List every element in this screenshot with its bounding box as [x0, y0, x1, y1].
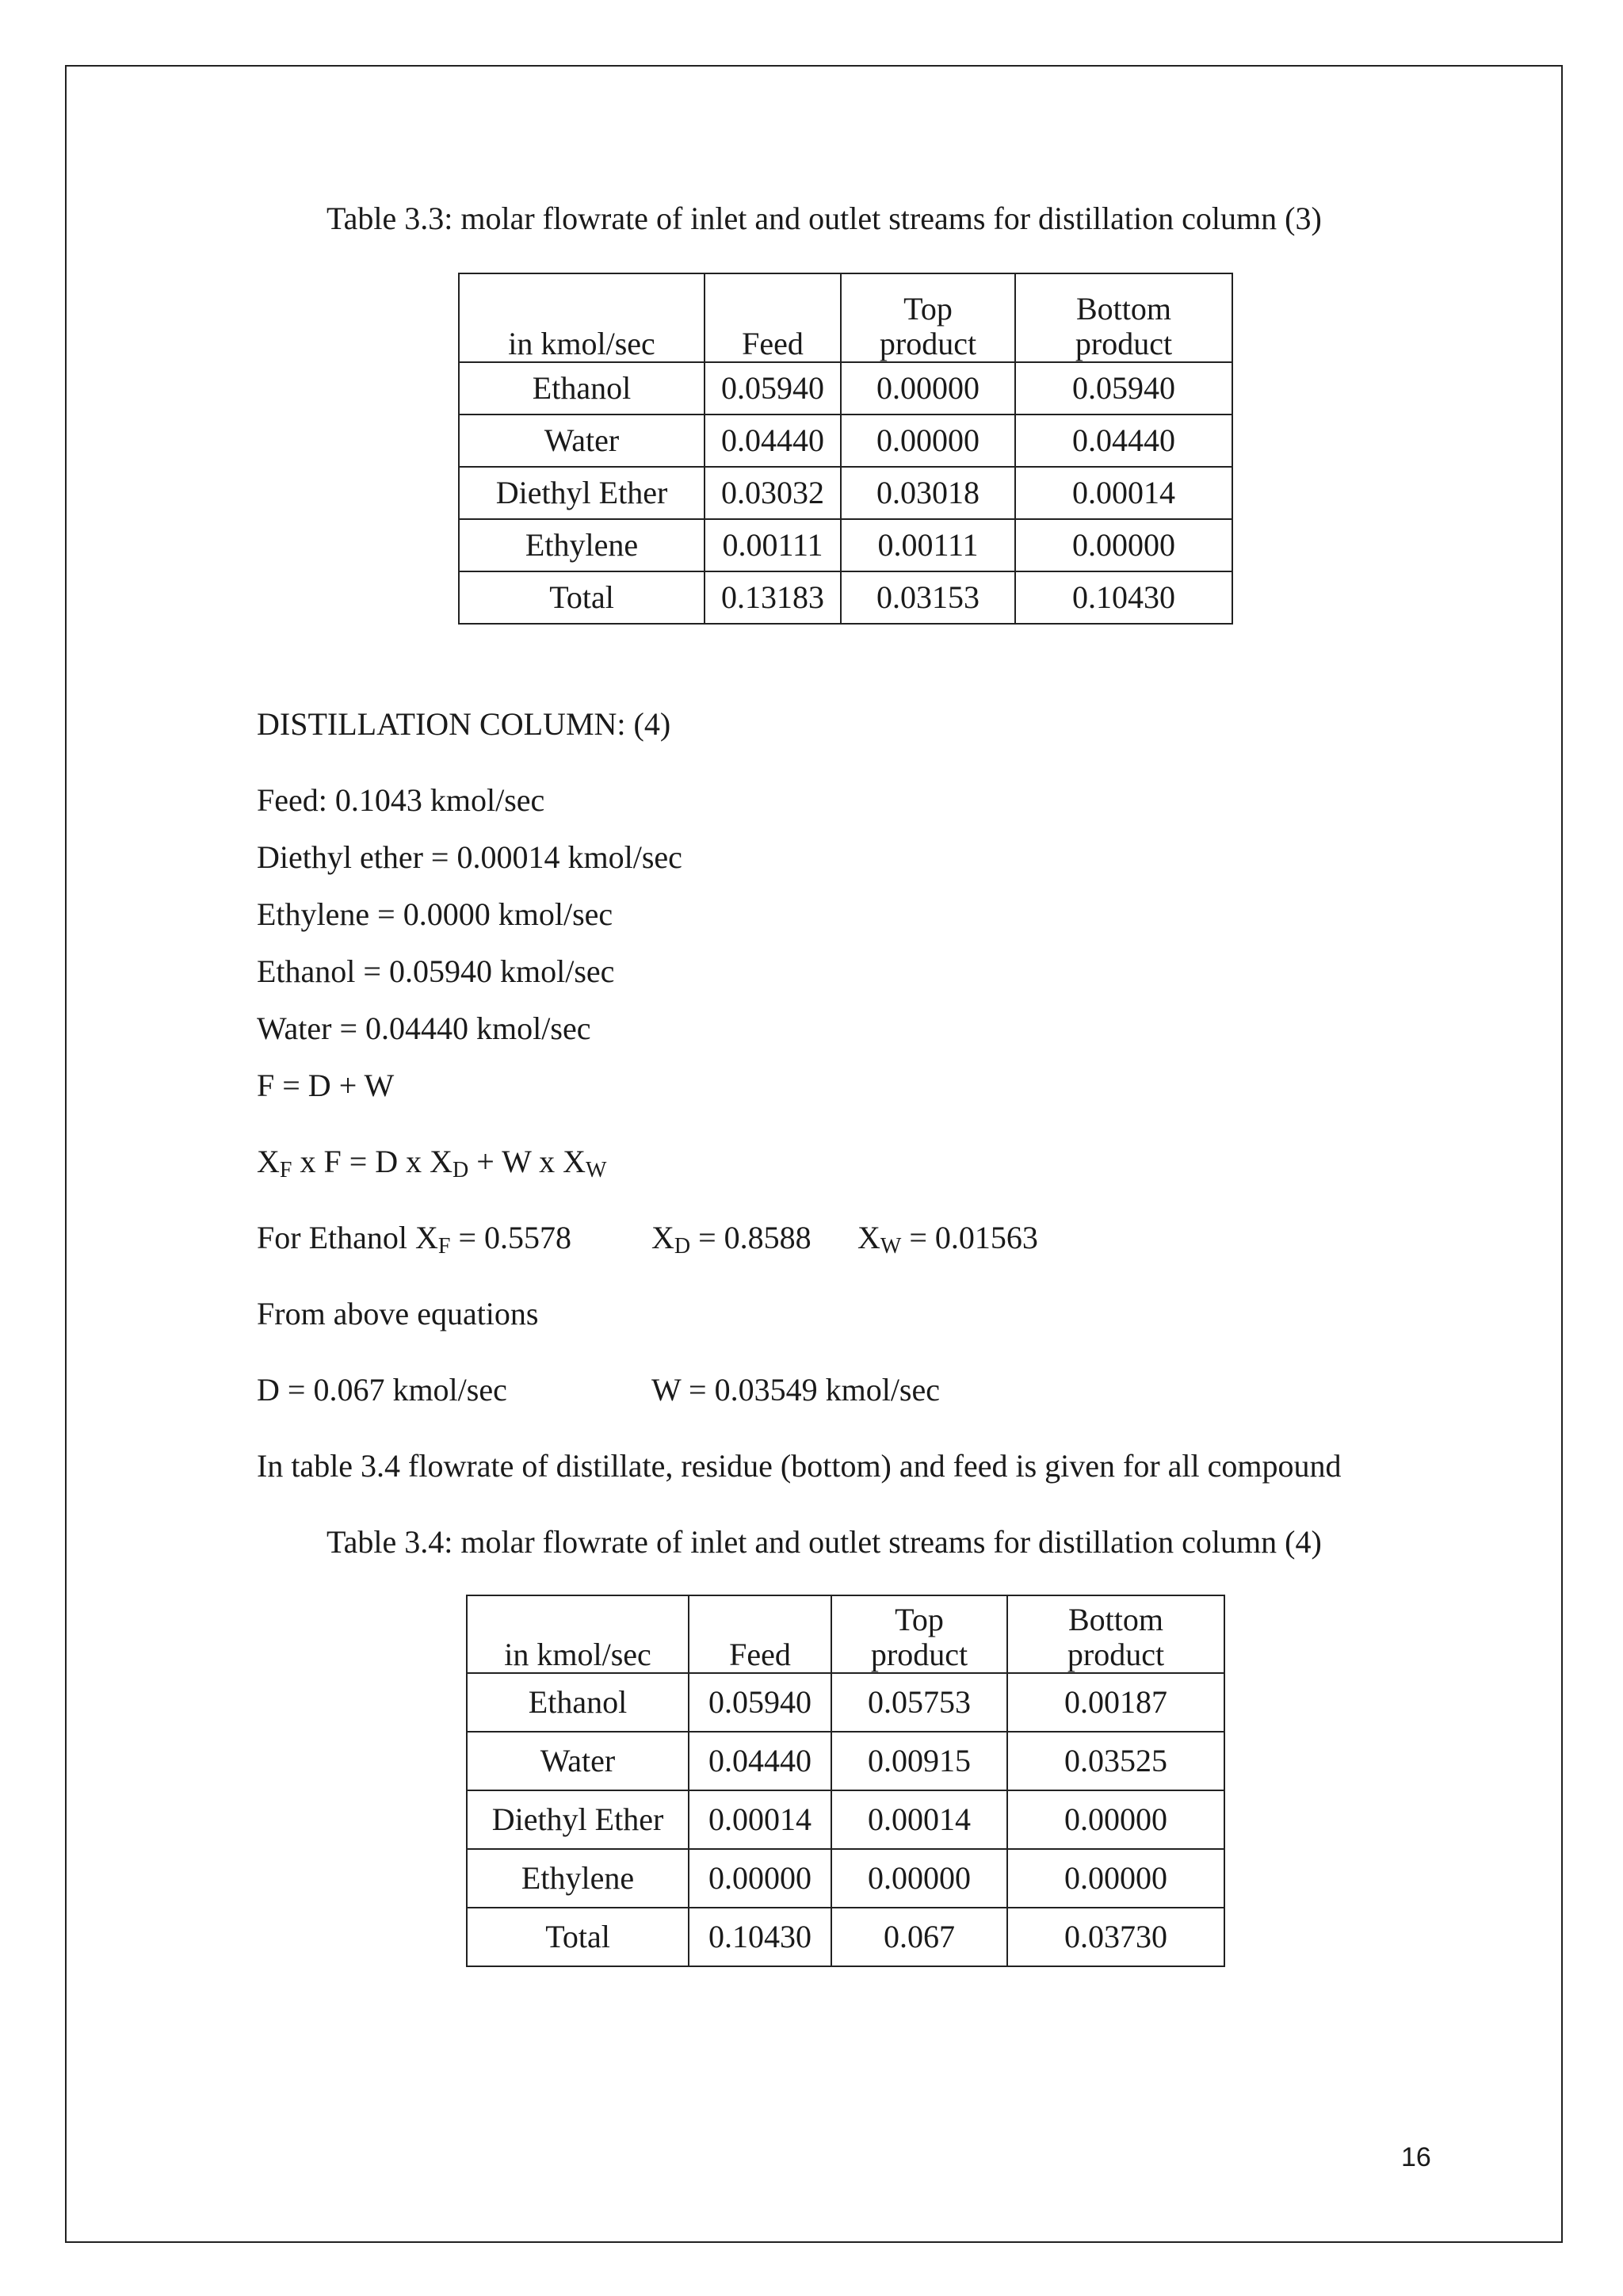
data-table [458, 273, 1233, 625]
text-line: F = D + W [257, 1068, 395, 1103]
table-header-row [467, 1595, 1224, 1673]
table-cell: Total [467, 1908, 689, 1966]
table-cell: 0.00000 [689, 1849, 831, 1908]
table-cell: Diethyl Ether [459, 467, 705, 519]
table-cell: 0.03730 [1007, 1908, 1224, 1966]
table-cell: 0.03525 [1007, 1732, 1224, 1790]
table-row [459, 362, 1232, 415]
table-caption: Table 3.3: molar flowrate of inlet and outlet streams for distillation column (3) [327, 201, 1322, 236]
text-line: Ethylene = 0.0000 kmol/sec [257, 896, 613, 932]
table-header-row [459, 273, 1232, 362]
table-row [467, 1908, 1224, 1966]
table-cell: Ethylene [459, 519, 705, 571]
table-cell: 0.04440 [705, 415, 841, 467]
table-cell: 0.00000 [1007, 1790, 1224, 1849]
table-header-cell: Bottom product [1015, 273, 1232, 362]
table-header-cell: Bottom product [1007, 1595, 1224, 1673]
table-row [459, 571, 1232, 624]
table-cell: 0.10430 [1015, 571, 1232, 624]
table-cell: 0.03018 [841, 467, 1015, 519]
data-table [466, 1595, 1225, 1967]
table-cell: Ethylene [467, 1849, 689, 1908]
table-cell: Total [459, 571, 705, 624]
table-cell: 0.00915 [831, 1732, 1007, 1790]
w-result: W = 0.03549 kmol/sec [651, 1372, 941, 1408]
text-line: Water = 0.04440 kmol/sec [257, 1010, 591, 1046]
table-row [459, 519, 1232, 571]
table-row [467, 1849, 1224, 1908]
ethanol-fraction-line: For Ethanol $X_F = 0.5578$ [257, 1220, 572, 1259]
table-row [459, 467, 1232, 519]
text-line: From above equations [257, 1296, 539, 1331]
table-cell: Ethanol [459, 362, 705, 415]
table-cell: Diethyl Ether [467, 1790, 689, 1849]
table-cell: 0.00111 [705, 519, 841, 571]
table-cell: 0.00014 [831, 1790, 1007, 1849]
text-line: Ethanol = 0.05940 kmol/sec [257, 953, 615, 989]
text-line: Diethyl ether = 0.00014 kmol/sec [257, 839, 682, 875]
table-cell: 0.13183 [705, 571, 841, 624]
table-header-cell: Top product [841, 273, 1015, 362]
table-header-cell: Top product [831, 1595, 1007, 1673]
d-result: D = 0.067 kmol/sec [257, 1372, 507, 1408]
table-header-cell: in kmol/sec [467, 1595, 689, 1673]
xd-value: $X_D = 0.8588$ [651, 1220, 812, 1259]
section-title: DISTILLATION COLUMN: (4) [257, 706, 671, 742]
table-cell: 0.04440 [1015, 415, 1232, 467]
equation-line: $X_F$ x F = D x $X_D + W$ x $X_W$ [257, 1144, 607, 1182]
table-cell: 0.05940 [1015, 362, 1232, 415]
table-cell: Water [467, 1732, 689, 1790]
table-header-cell: in kmol/sec [459, 273, 705, 362]
xw-value: $X_W = 0.01563$ [857, 1220, 1038, 1259]
table-cell: 0.00000 [831, 1849, 1007, 1908]
table-cell: Ethanol [467, 1673, 689, 1732]
table-row [467, 1673, 1224, 1732]
table-row [459, 415, 1232, 467]
table-cell: 0.00000 [841, 362, 1015, 415]
table-cell: 0.067 [831, 1908, 1007, 1966]
text-line: Feed: 0.1043 kmol/sec [257, 782, 545, 818]
table-cell: 0.00014 [1015, 467, 1232, 519]
table-cell: 0.00187 [1007, 1673, 1224, 1732]
table-cell: 0.10430 [689, 1908, 831, 1966]
table-row [467, 1790, 1224, 1849]
table-cell: 0.00000 [1015, 519, 1232, 571]
table-cell: Water [459, 415, 705, 467]
table-header-cell: Feed [705, 273, 841, 362]
page-number: 16 [1401, 2142, 1431, 2172]
table-cell: 0.00111 [841, 519, 1015, 571]
table-cell: 0.00000 [1007, 1849, 1224, 1908]
text-line: In table 3.4 flowrate of distillate, residue (bottom) and feed is given for all compound [257, 1448, 1342, 1484]
table-cell: 0.00000 [841, 415, 1015, 467]
table-row [467, 1732, 1224, 1790]
table-header-cell: Feed [689, 1595, 831, 1673]
table-cell: 0.04440 [689, 1732, 831, 1790]
table-caption: Table 3.4: molar flowrate of inlet and outlet streams for distillation column (4) [327, 1524, 1322, 1560]
table-cell: 0.03153 [841, 571, 1015, 624]
table-cell: 0.00014 [689, 1790, 831, 1849]
table-cell: 0.05940 [689, 1673, 831, 1732]
table-cell: 0.03032 [705, 467, 841, 519]
table-cell: 0.05940 [705, 362, 841, 415]
table-cell: 0.05753 [831, 1673, 1007, 1732]
